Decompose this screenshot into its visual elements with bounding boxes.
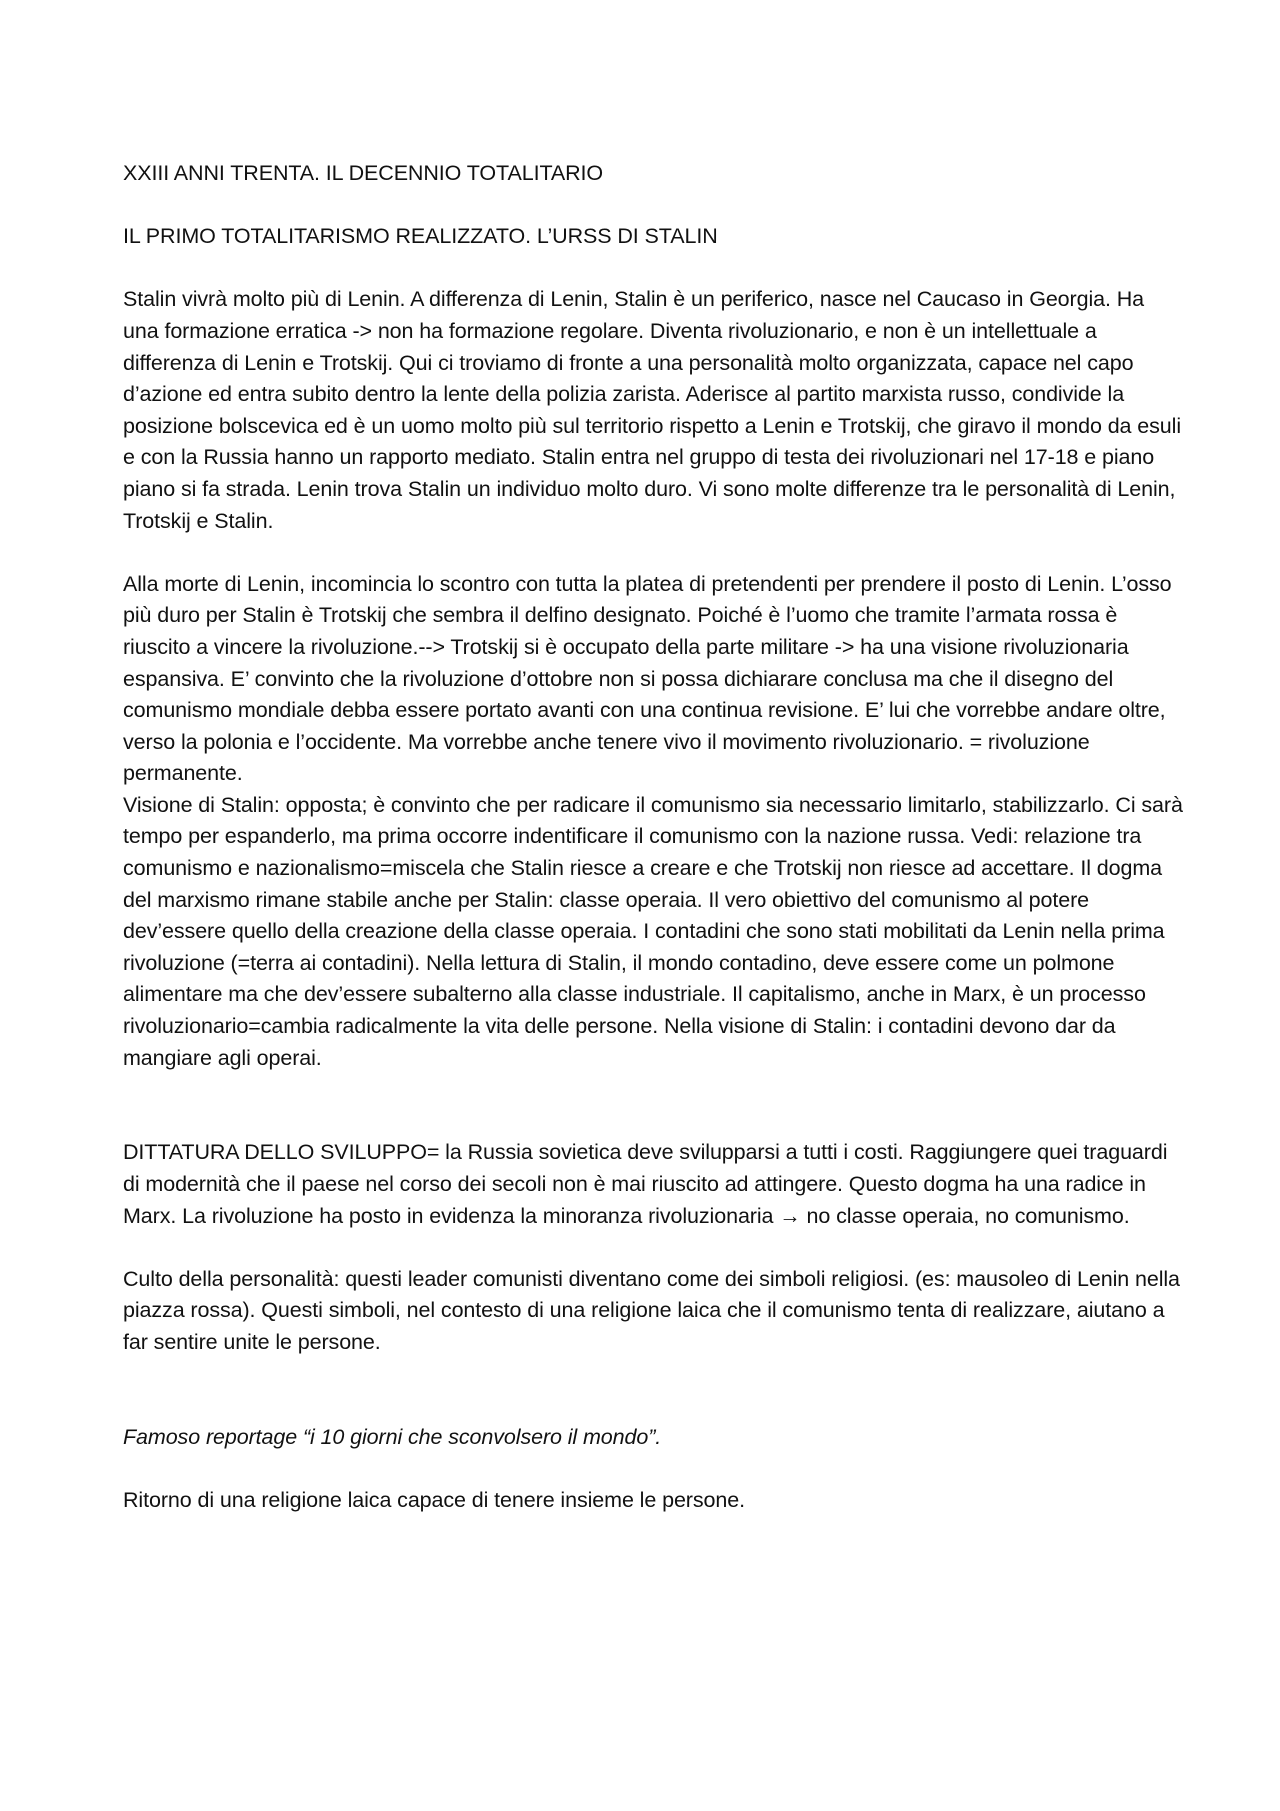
paragraph-stalin-vision: Visione di Stalin: opposta; è convinto che per radicare il comunismo sia necessario limitarlo, stabilizzarlo. Ci sarà tempo per espanderlo, ma prima occorre indentificare il comunismo con la nazione russa. Vedi: relazione tra comunismo e nazionalismo=miscela che Stalin riesce a creare e che Trotskij non riesce ad accettare. Il dogma del marxismo rimane stabile anche per Stalin: classe operaia. Il vero obiettivo del comunismo al potere dev’essere quello della creazione della classe operaia. I contadini che sono stati mobilitati da Lenin nella prima rivoluzione (=terra ai contadini). Nella lettura di Stalin, il mondo contadino, deve essere come un polmone alimentare ma che dev’essere subalterno alla classe industriale. Il capitalismo, anche in Marx, è un processo rivoluzionario=cambia radicalmente la vita delle persone. Nella visione di Stalin: i contadini devono dar da mangiare agli operai. <box>123 792 1183 1070</box>
paragraph-religione-laica: Ritorno di una religione laica capace di tenere insieme le persone. <box>123 1487 745 1512</box>
section-heading: IL PRIMO TOTALITARISMO REALIZZATO. L’URSS DI STALIN <box>123 224 718 249</box>
paragraph-dittatura-sviluppo: DITTATURA DELLO SVILUPPO= la Russia sovietica deve svilupparsi a tutti i costi. Raggiungere quei traguardi di modernità che il paese nel corso dei secoli non è mai riuscito ad attingere. Questo dogma ha una radice in Marx. La rivoluzione ha posto in evidenza la minoranza rivoluzionaria → no classe operaia, no comunismo. <box>123 1140 1168 1228</box>
spacer <box>123 1232 1183 1264</box>
paragraph-reportage: Famoso reportage “i 10 giorni che sconvolsero il mondo”. <box>123 1424 662 1449</box>
spacer <box>123 1074 1183 1137</box>
paragraph-culto-personalita: Culto della personalità: questi leader comunisti diventano come dei simboli religiosi. (es: mausoleo di Lenin nella piazza rossa). Questi simboli, nel contesto di una religione laica che il comunismo tenta di realizzare, aiutano a far sentire unite le persone. <box>123 1266 1180 1354</box>
paragraph-stalin-intro: Stalin vivrà molto più di Lenin. A differenza di Lenin, Stalin è un periferico, nasce nel Caucaso in Georgia. Ha una formazione erratica -> non ha formazione regolare. Diventa rivoluzionario, e non è un intellettuale a differenza di Lenin e Trotskij. Qui ci troviamo di fronte a una personalità molto organizzata, capace nel capo d’azione ed entra subito dentro la lente della polizia zarista. Aderisce al partito marxista russo, condivide la posizione bolscevica ed è un uomo molto più sul territorio rispetto a Lenin e Trotskij, che giravo il mondo da esuli e con la Russia hanno un rapporto mediato. Stalin entra nel gruppo di testa dei rivoluzionari nel 17-18 e piano piano si fa strada. Lenin trova Stalin un individuo molto duro. Vi sono molte differenze tra le personalità di Lenin, Trotskij e Stalin. <box>123 287 1181 533</box>
spacer <box>123 1453 1183 1485</box>
document-body <box>123 158 1183 1517</box>
spacer <box>123 253 1183 285</box>
spacer <box>123 1359 1183 1422</box>
spacer <box>123 190 1183 222</box>
spacer <box>123 537 1183 569</box>
chapter-heading: XXIII ANNI TRENTA. IL DECENNIO TOTALITARIO <box>123 161 604 185</box>
paragraph-trotskij: Alla morte di Lenin, incomincia lo scontro con tutta la platea di pretendenti per prendere il posto di Lenin. L’osso più duro per Stalin è Trotskij che sembra il delfino designato. Poiché è l’uomo che tramite l’armata rossa è riuscito a vincere la rivoluzione.--> Trotskij si è occupato della parte militare -> ha una visione rivoluzionaria espansiva. E’ convinto che la rivoluzione d’ottobre non si possa dichiarare conclusa ma che il disegno del comunismo mondiale debba essere portato avanti con una continua revisione. E’ lui che vorrebbe andare oltre, verso la polonia e l’occidente. Ma vorrebbe anche tenere vivo il movimento rivoluzionario. = rivoluzione permanente. <box>123 571 1172 786</box>
